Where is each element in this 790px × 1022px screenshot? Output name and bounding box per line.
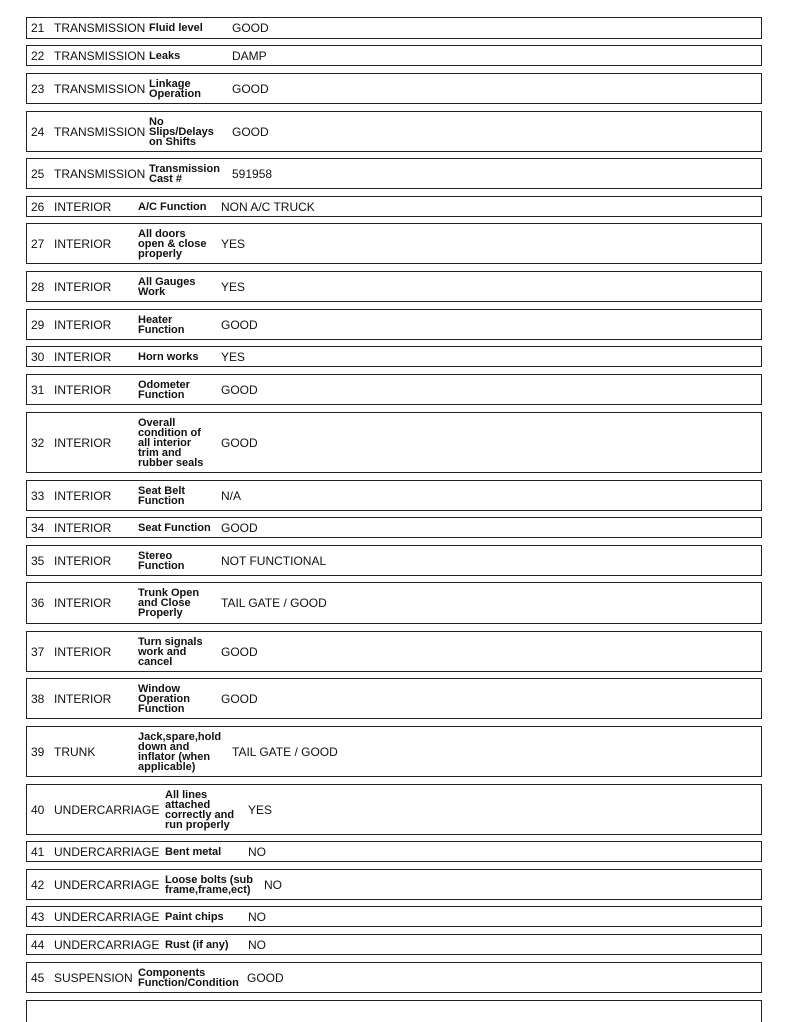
row-value: YES: [221, 279, 246, 294]
table-row: [26, 309, 762, 340]
row-category: UNDERCARRIAGE: [54, 909, 160, 924]
row-category: UNDERCARRIAGE: [54, 877, 160, 892]
row-number: 36: [31, 596, 45, 610]
row-category: TRANSMISSION: [54, 166, 146, 181]
row-value: GOOD: [221, 382, 258, 397]
table-row: [26, 962, 762, 993]
row-item: Linkage Operation: [149, 77, 201, 100]
row-category: INTERIOR: [54, 691, 112, 706]
table-row: [26, 111, 762, 152]
row-category: INTERIOR: [54, 644, 112, 659]
row-category: TRANSMISSION: [54, 21, 146, 35]
row-number: 34: [31, 520, 45, 535]
row-value: GOOD: [247, 970, 284, 985]
row-item: Window Operation Function: [138, 682, 190, 715]
row-number: 30: [31, 349, 45, 364]
table-row: [26, 158, 762, 189]
row-category: INTERIOR: [54, 520, 112, 535]
row-category: INTERIOR: [54, 236, 112, 251]
row-item: Loose bolts (sub frame,frame,ect): [165, 873, 253, 896]
row-value: N/A: [221, 488, 242, 503]
row-number: 42: [31, 877, 45, 892]
row-category: INTERIOR: [54, 199, 112, 214]
table-row: [26, 517, 762, 538]
row-item: Components Function/Condition: [138, 966, 239, 989]
table-row: [26, 45, 762, 66]
row-value: 591958: [232, 166, 273, 181]
table-row: [26, 412, 762, 473]
row-item: Rust (if any): [165, 938, 229, 951]
row-category: SUSPENSION: [54, 970, 133, 985]
row-number: 39: [31, 744, 45, 759]
row-value: NON A/C TRUCK: [221, 199, 315, 214]
table-row: [26, 582, 762, 624]
row-value: GOOD: [232, 21, 269, 35]
row-number: 28: [31, 279, 45, 294]
row-category: INTERIOR: [54, 435, 112, 450]
row-item: Seat Belt Function: [138, 484, 186, 507]
row-number: 24: [31, 124, 45, 139]
row-item: Fluid level: [149, 22, 203, 34]
row-category: UNDERCARRIAGE: [54, 937, 160, 952]
row-number: 27: [31, 236, 45, 251]
table-row: [26, 906, 762, 927]
row-item: All doors open & close properly: [138, 227, 207, 260]
row-item: Trunk Open and Close Properly: [138, 587, 200, 619]
table-row: [26, 17, 762, 39]
row-value: GOOD: [221, 317, 258, 332]
table-row: [26, 841, 762, 862]
row-category: INTERIOR: [54, 382, 112, 397]
row-number: 25: [31, 166, 45, 181]
table-row: [26, 223, 762, 264]
row-value: YES: [248, 802, 273, 817]
row-item: Bent metal: [165, 845, 222, 858]
table-row: [26, 545, 762, 576]
row-value: NO: [248, 844, 266, 859]
row-value: TAIL GATE / GOOD: [221, 596, 327, 610]
row-value: YES: [221, 236, 246, 251]
row-category: TRANSMISSION: [54, 81, 146, 96]
row-number: 38: [31, 691, 45, 706]
row-number: 32: [31, 435, 45, 450]
row-number: 22: [31, 48, 45, 63]
row-category: TRUNK: [54, 744, 96, 759]
row-category: INTERIOR: [54, 596, 112, 610]
row-item: Leaks: [149, 49, 181, 62]
row-item: All Gauges Work: [138, 275, 196, 298]
row-item: Overall condition of all interior trim and rubber seals: [138, 416, 204, 469]
table-row: [26, 196, 762, 217]
row-value: GOOD: [221, 691, 258, 706]
row-category: INTERIOR: [54, 488, 112, 503]
row-item: Turn signals work and cancel: [138, 635, 203, 668]
row-value: GOOD: [221, 644, 258, 659]
row-number: 23: [31, 81, 45, 96]
row-value: GOOD: [221, 435, 258, 450]
row-item: Stereo Function: [138, 549, 185, 572]
row-value: NO: [248, 937, 266, 952]
table-row: [26, 869, 762, 900]
row-value: NO: [248, 909, 266, 924]
row-value: GOOD: [232, 124, 269, 139]
table-row: [26, 480, 762, 511]
row-category: INTERIOR: [54, 553, 112, 568]
row-category: TRANSMISSION: [54, 48, 146, 63]
table-row: [26, 346, 762, 367]
row-item: Odometer Function: [138, 378, 190, 401]
table-row: [26, 631, 762, 672]
row-category: INTERIOR: [54, 317, 112, 332]
row-number: 41: [31, 844, 45, 859]
table-row: [26, 934, 762, 955]
row-number: 33: [31, 488, 45, 503]
row-item: Seat Function: [138, 521, 211, 534]
row-category: INTERIOR: [54, 279, 112, 294]
table-row-partial: [26, 1000, 762, 1022]
row-number: 35: [31, 553, 45, 568]
row-item: Transmission Cast #: [149, 162, 220, 185]
row-item: Horn works: [138, 350, 199, 363]
row-number: 21: [31, 21, 45, 35]
table-row: [26, 73, 762, 104]
row-category: INTERIOR: [54, 349, 112, 364]
row-number: 45: [31, 970, 45, 985]
row-number: 31: [31, 382, 45, 397]
row-item: Heater Function: [138, 313, 185, 336]
row-value: GOOD: [232, 81, 269, 96]
row-number: 37: [31, 644, 45, 659]
row-number: 44: [31, 937, 45, 952]
row-number: 40: [31, 802, 45, 817]
row-category: UNDERCARRIAGE: [54, 802, 160, 817]
row-value: NO: [264, 877, 282, 892]
row-item: All lines attached correctly and run properly: [165, 788, 235, 831]
row-category: UNDERCARRIAGE: [54, 844, 160, 859]
row-value: YES: [221, 349, 246, 364]
row-item: A/C Function: [138, 200, 207, 213]
row-value: NOT FUNCTIONAL: [221, 553, 327, 568]
row-number: 26: [31, 199, 45, 214]
table-row: [26, 726, 762, 777]
table-row: [26, 784, 762, 835]
row-item: No Slips/Delays on Shifts: [149, 115, 214, 148]
table-row: [26, 374, 762, 405]
row-item: Paint chips: [165, 910, 224, 923]
row-item: Jack,spare,hold down and inflator (when applicable): [138, 730, 222, 773]
row-number: 43: [31, 909, 45, 924]
table-row: [26, 678, 762, 719]
row-number: 29: [31, 317, 45, 332]
table-row: [26, 271, 762, 302]
row-value: DAMP: [232, 48, 267, 63]
row-value: GOOD: [221, 520, 258, 535]
row-value: TAIL GATE / GOOD: [232, 744, 338, 759]
row-category: TRANSMISSION: [54, 124, 146, 139]
